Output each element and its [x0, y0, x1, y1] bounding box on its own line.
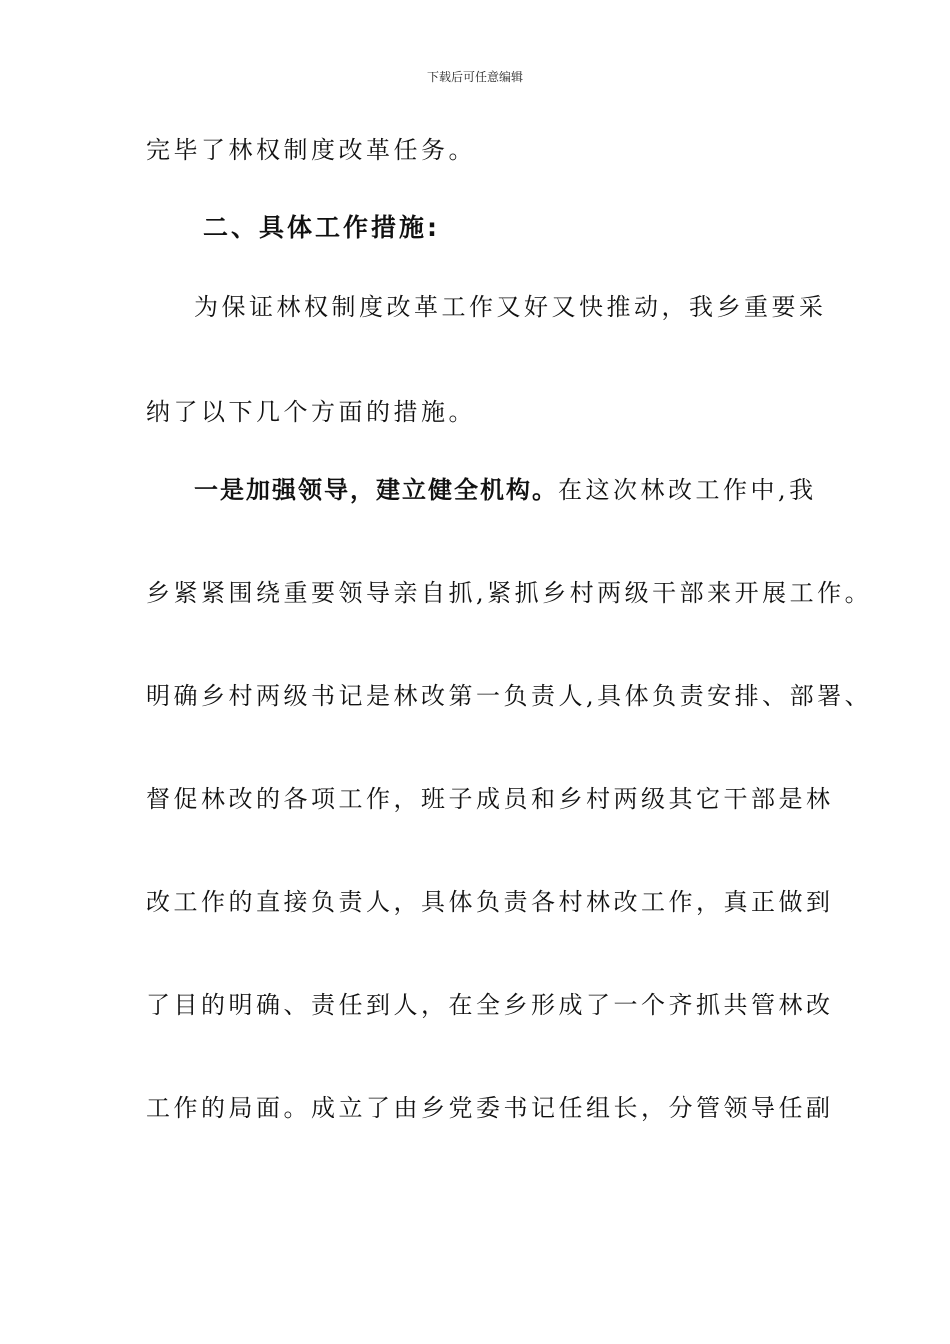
text-line: 督促林改的各项工作，班子成员和乡村两级其它干部是林	[146, 785, 834, 813]
section-heading: 二、具体工作措施:	[203, 213, 440, 242]
text-run: 在这次林改工作中,我	[558, 476, 817, 504]
page-header: 下载后可任意编辑	[426, 70, 523, 84]
text-line: 为保证林权制度改革工作又好又快推动，我乡重要采	[194, 293, 827, 321]
text-line: 完毕了林权制度改革任务。	[146, 136, 476, 164]
text-line: 乡紧紧围绕重要领导亲自抓,紧抓乡村两级干部来开展工作。	[146, 579, 873, 607]
text-line: 工作的局面。成立了由乡党委书记任组长，分管领导任副	[146, 1094, 834, 1122]
text-line: 改工作的直接负责人，具体负责各村林改工作，真正做到	[146, 888, 834, 916]
paragraph-first-line	[194, 474, 817, 506]
text-line: 了目的明确、责任到人，在全乡形成了一个齐抓共管林改	[146, 991, 834, 1019]
bold-lead-text: 一是加强领导，建立健全机构。	[194, 476, 558, 504]
text-line: 纳了以下几个方面的措施。	[146, 398, 476, 426]
text-line: 明确乡村两级书记是林改第一负责人,具体负责安排、部署、	[146, 682, 873, 710]
